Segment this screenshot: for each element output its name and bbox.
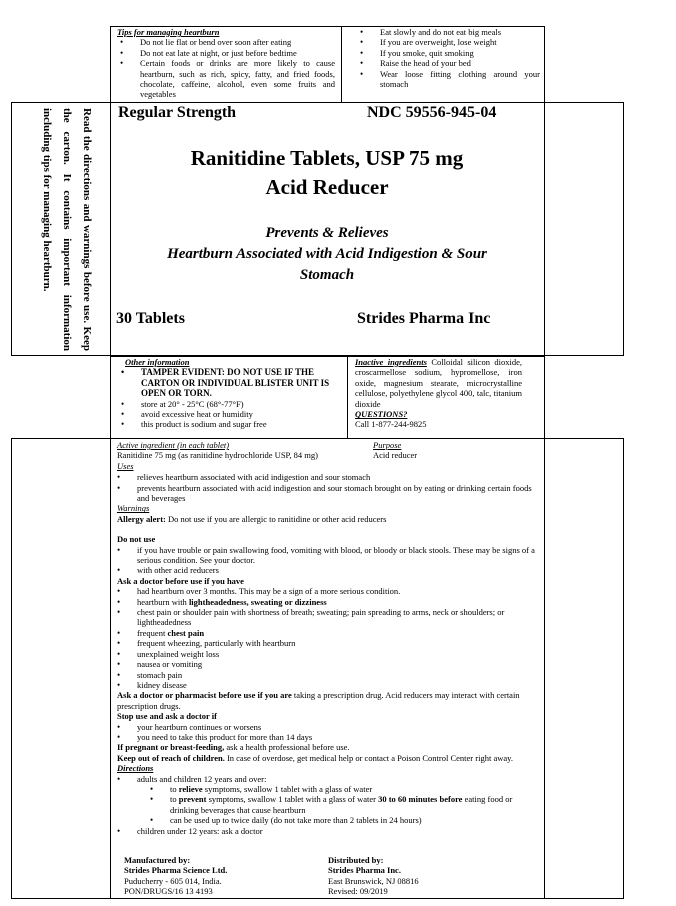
manufacturer-code: PON/DRUGS/16 13 4193 [124, 886, 213, 897]
pregnancy-warning: If pregnant or breast-feeding, ask a health professional before use. [117, 742, 350, 753]
tips-heading: Tips for managing heartburn [117, 27, 220, 37]
askdoc-item: • stomach pain [137, 670, 542, 680]
direction-item: • adults and children 12 years and over: [137, 774, 542, 784]
tips-left [117, 27, 335, 100]
direction-subitem: • to relieve symptoms, swallow 1 tablet with a glass of water [170, 784, 542, 794]
tip-item: • Wear loose fitting clothing around your stomach [380, 69, 540, 90]
revision-date: Revised: 09/2019 [328, 886, 388, 897]
uses-heading: Uses [117, 460, 134, 471]
tips-divider [341, 27, 342, 103]
manufacturer-block [124, 855, 227, 897]
inactive-ingredients [355, 357, 522, 430]
askdoc-item: • unexplained weight loss [137, 649, 542, 659]
direction-item: • children under 12 years: ask a doctor [137, 826, 542, 836]
directions-heading: Directions [117, 763, 154, 774]
askdoc-heading: Ask a doctor before use if you have [117, 575, 244, 586]
questions-phone: Call 1-877-244-9825 [355, 419, 427, 430]
product-title: Ranitidine Tablets, USP 75 mg [190, 146, 464, 170]
manufacturer-heading: Manufactured by: [124, 855, 191, 865]
use-item: • prevents heartburn associated with acid indigestion and sour stomach brought on by eating or drinking certain foods and beverages [137, 483, 542, 504]
tips-right [357, 27, 540, 89]
manufacturer-city: Puducherry - 605 014, India. [124, 875, 222, 886]
other-info-heading: Other information [125, 357, 190, 367]
direction-subitem: • can be used up to twice daily (do not take more than 2 tablets in 24 hours) [170, 815, 542, 825]
askdoc-item: • chest pain or shoulder pain with shortness of breath; sweating; pain spreading to arms, neck or shoulders; or lightheadedness [137, 607, 542, 628]
store-info: • store at 20° - 25°C (68°-77°F) [141, 399, 340, 409]
purpose-text: Acid reducer [373, 450, 418, 461]
drug-facts [117, 440, 542, 836]
use-item: • relieves heartburn associated with acid indigestion and sour stomach [137, 472, 542, 482]
tip-item: • Eat slowly and do not eat big meals [380, 27, 540, 37]
avoid-info: • avoid excessive heat or humidity [141, 409, 340, 419]
stop-item: • your heartburn continues or worsens [137, 722, 542, 732]
distributor-heading: Distributed by: [328, 855, 384, 865]
allergy-alert-label: Allergy alert: [117, 513, 166, 524]
askdoc-item: • had heartburn over 3 months. This may be a sign of a more serious condition. [137, 586, 542, 596]
tip-item: • Raise the head of your bed [380, 58, 540, 68]
tip-item: • Certain foods or drinks are more likely to cause heartburn, such as rich, spicy, fatty, and fried foods, chocolate, caffeine, alcohol, even some fruits and vegetables [140, 58, 335, 100]
active-heading: Active ingredient (in each tablet) [117, 440, 230, 450]
direction-subitem: • to prevent symptoms, swallow 1 tablet with a glass of water 30 to 60 minutes before eating food or drinking beverages that cause heartburn [170, 794, 542, 815]
askdoc-item: • heartburn with lightheadedness, sweating or dizziness [137, 597, 542, 607]
tip-item: • Do not lie flat or bend over soon after eating [140, 37, 335, 47]
stop-item: • you need to take this product for more than 14 days [137, 732, 542, 742]
donot-item: • if you have trouble or pain swallowing food, vomiting with blood, or bloody or black stools. These may be signs of a serious condition. See your doctor. [137, 545, 542, 566]
company-name: Strides Pharma Inc [357, 310, 491, 327]
tamper-warning: • TAMPER EVIDENT: DO NOT USE IF THE CARTON OR INDIVIDUAL BLISTER UNIT IS OPEN OR TORN. [141, 367, 340, 398]
active-text: Ranitidine 75 mg (as ranitidine hydrochloride USP, 84 mg) [117, 450, 318, 461]
tip-item: • If you are overweight, lose weight [380, 37, 540, 47]
distributor-name: Strides Pharma Inc. [328, 865, 401, 876]
front-panel-divider-right [544, 102, 545, 356]
pharmacist-warning: Ask a doctor or pharmacist before use if you are taking a prescription drug. Acid reducers may interact with certain prescription drugs. [117, 690, 520, 711]
info-divider [347, 357, 348, 439]
claim-line-2: Heartburn Associated with Acid Indigestion & Sour [167, 246, 487, 262]
product-subtitle: Acid Reducer [265, 175, 389, 199]
tip-item: • Do not eat late at night, or just before bedtime [140, 48, 335, 58]
stop-heading: Stop use and ask a doctor if [117, 711, 217, 722]
askdoc-item: • nausea or vomiting [137, 659, 542, 669]
tablet-count: 30 Tablets [116, 310, 185, 327]
tip-item: • If you smoke, quit smoking [380, 48, 540, 58]
donot-heading: Do not use [117, 534, 156, 545]
askdoc-item: • frequent wheezing, particularly with heartburn [137, 638, 542, 648]
facts-divider-left [110, 438, 111, 899]
allergy-alert-text: Do not use if you are allergic to ranitidine or other acid reducers [167, 513, 387, 524]
manufacturer-name: Strides Pharma Science Ltd. [124, 865, 228, 876]
distributor-block [328, 855, 419, 897]
ndc-code: NDC 59556-945-04 [367, 104, 497, 121]
claim-line-1: Prevents & Relieves [265, 225, 389, 241]
children-warning: Keep out of reach of children. In case of overdose, get medical help or contact a Poison Control Center right away. [117, 752, 513, 763]
inactive-text: Colloidal silicon dioxide, croscarmellose sodium, hypromellose, iron oxide, magnesium stearate, microcrystalline cellulose, polyethylene glycol 400, talc, titanium dioxide [355, 357, 523, 409]
claim-line-3: Stomach [299, 267, 355, 283]
askdoc-item: • kidney disease [137, 680, 542, 690]
questions-heading: QUESTIONS? [355, 409, 408, 420]
side-instructions: Read the directions and warnings before use. Keep the carton. It contains important information including tips for managing heartburn. [41, 108, 93, 351]
other-info [125, 357, 340, 430]
askdoc-item: • frequent chest pain [137, 628, 542, 638]
purpose-heading: Purpose [373, 440, 402, 450]
inactive-heading: Inactive ingredients [355, 357, 427, 367]
sodium-info: • this product is sodium and sugar free [141, 419, 340, 429]
donot-item: • with other acid reducers [137, 565, 542, 575]
warnings-heading: Warnings [117, 503, 150, 514]
strength-label: Regular Strength [118, 104, 237, 121]
distributor-city: East Brunswick, NJ 08816 [328, 875, 419, 886]
facts-divider-right [544, 438, 545, 899]
